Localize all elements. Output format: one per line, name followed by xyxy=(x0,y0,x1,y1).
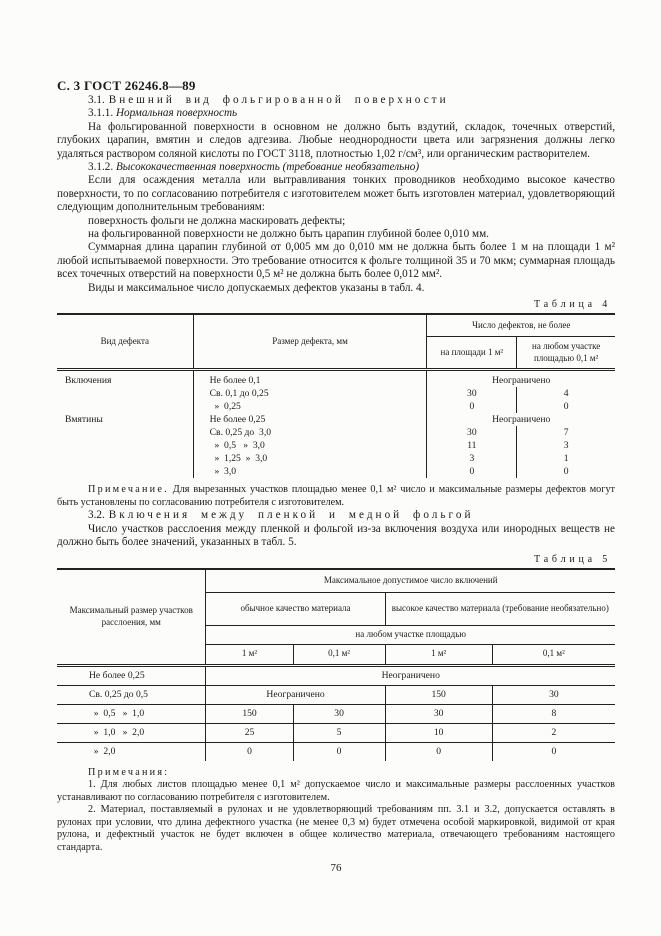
table-5-notes-label xyxy=(57,767,615,780)
section-number: 3.2. xyxy=(88,509,105,522)
table-cell: 30 xyxy=(293,704,385,723)
table-cell: 11 xyxy=(427,439,517,452)
table-header-cell: 1 м² xyxy=(206,644,293,665)
table-header-cell: Максимальное допустимое число включений xyxy=(206,569,615,593)
table-cell: 2 xyxy=(492,723,615,742)
paragraph: Виды и максимальное число допускаемых дефектов указаны в табл. 4. xyxy=(88,281,425,294)
table-cell: Включения xyxy=(65,375,112,387)
table-cell: Не более 0,25 xyxy=(193,413,427,426)
table-cell: Не более 0,1 xyxy=(193,370,427,388)
table-cell: » 0,5 » 1,0 xyxy=(57,704,206,723)
paragraph: Число участков расслоения между пленкой и фольгой из-за включения воздуха или инородных веществ не должно быть более значений, указанных в табл. 5. xyxy=(57,522,615,549)
table-cell: 0 xyxy=(427,465,517,478)
table-row xyxy=(57,413,615,426)
table-cell: » 1,0 » 2,0 xyxy=(57,723,206,742)
table-4-note xyxy=(57,484,615,509)
table-cell: Неограничено xyxy=(206,665,615,685)
table-header-cell: Число дефектов, не более xyxy=(427,314,615,337)
table-cell: Неограничено xyxy=(427,370,615,388)
section-number: 3.1.2. xyxy=(88,161,114,174)
section-number: 3.1. xyxy=(88,94,105,106)
table-row xyxy=(57,704,615,723)
section-title: Внешний вид фольгированной поверхности xyxy=(108,94,449,106)
table-cell: Св. 0,1 до 0,25 xyxy=(193,387,427,400)
table-cell: 0 xyxy=(517,400,615,413)
table-cell: 0 xyxy=(427,400,517,413)
table-header-cell: Размер дефекта, мм xyxy=(193,314,427,370)
table-4 xyxy=(57,313,615,478)
table-header-cell: 1 м² xyxy=(385,644,492,665)
table-cell: 3 xyxy=(517,439,615,452)
table-header-cell: на любом участке площадью 0,1 м² xyxy=(517,337,615,370)
table-row xyxy=(57,665,615,685)
paragraph: На фольгированной поверхности в основном не должно быть вздутий, складок, точечных отверстий, глубоких царапин, вмятин и следов адгезива. Любые неоднородности цвета или загрязнения должны легко удаляться раствором соляной кислоты по ГОСТ 3118, плотностью 1,02 г/см³, или органическим растворителем. xyxy=(57,120,615,160)
section-title-italic: Высококачественная поверхность (требование необязательно) xyxy=(115,161,420,174)
table-cell: 10 xyxy=(385,723,492,742)
table-row xyxy=(57,723,615,742)
table-cell: 4 xyxy=(517,387,615,400)
section-3-1-1-heading xyxy=(57,107,615,120)
table-cell: Св. 0,25 до 3,0 xyxy=(193,426,427,439)
section-title: Включения между пленкой и медной фольгой xyxy=(108,509,474,522)
table-cell: 0 xyxy=(206,742,293,761)
table-cell: 7 xyxy=(517,426,615,439)
table-cell: 30 xyxy=(385,704,492,723)
section-title-italic: Нормальная поверхность xyxy=(115,107,238,120)
table-header-cell: на площади 1 м² xyxy=(427,337,517,370)
table-cell: 3 xyxy=(427,452,517,465)
paragraph: Суммарная длина царапин глубиной от 0,005 мм до 0,010 мм не должна быть более 1 м на площади 1 м² любой испытываемой поверхности. Это требование относится к фольге толщиной 35 и 70 мкм; суммарная площадь всех точечных отверстий на поверхности 0,5 м² не должна быть более 0,012 мм². xyxy=(57,241,615,281)
table-5 xyxy=(57,568,615,761)
table-cell: 30 xyxy=(427,387,517,400)
table-cell: » 0,25 xyxy=(193,400,427,413)
paragraph: Если для осаждения металла или вытравливания тонких проводников необходимо высокое качество поверхности, то по согласованию потребителя с изготовителем может быть изготовлен материал, удовлетворяющий следующим дополнительным требованиям: xyxy=(57,174,615,214)
table-row xyxy=(57,742,615,761)
table-cell: » 3,0 xyxy=(193,465,427,478)
doc-header: С. 3 ГОСТ 26246.8—89 xyxy=(57,78,196,93)
table-header-cell: обычное качество материала xyxy=(206,592,385,625)
table-cell: 25 xyxy=(206,723,293,742)
table-cell: 8 xyxy=(492,704,615,723)
table-cell: 150 xyxy=(206,704,293,723)
table-row xyxy=(57,370,615,388)
table-header-cell: высокое качество материала (требование необязательно) xyxy=(385,592,615,625)
table-cell: » 1,25 » 3,0 xyxy=(193,452,427,465)
section-3-1-2-heading xyxy=(57,161,615,174)
table-header-cell: Вид дефекта xyxy=(100,335,150,346)
table-cell: » 2,0 xyxy=(57,742,206,761)
table-header-cell: на любом участке площадью xyxy=(206,625,615,644)
table-5-caption: Таблица 5 xyxy=(534,553,611,565)
table-cell: Вмятины xyxy=(65,414,103,426)
section-number: 3.1.1. xyxy=(88,107,114,120)
table-cell: Неограничено xyxy=(427,413,615,426)
note-label: Примечания: xyxy=(88,766,170,778)
table-header-cell: Максимальный размер участков расслоения, мм xyxy=(69,605,193,627)
table-4-caption: Таблица 4 xyxy=(534,299,611,311)
table-cell: 1 xyxy=(517,452,615,465)
table-cell: 5 xyxy=(293,723,385,742)
table-cell: Неограничено xyxy=(206,685,385,704)
table-5-note-2: 2. Материал, поставляемый в рулонах и не удовлетворяющий требованиям пп. 3.1 и 3.2, допускается оставлять в рулонах при условии, что длина дефектного участка (не менее 0,3 м) будет отмечена особой маркировкой, видимой от края рулона, и дефектный участок не будет включен в общее количество материала, отвечающего требованиям настоящего стандарта. xyxy=(57,804,615,854)
section-3-2-heading xyxy=(57,509,615,522)
table-header-cell: 0,1 м² xyxy=(492,644,615,665)
note-text: Для вырезанных участков площадью менее 0,1 м² число и максимальные размеры дефектов могут быть установлены по согласованию потребителя с изготовителем. xyxy=(57,484,615,508)
table-header-cell: 0,1 м² xyxy=(293,644,385,665)
table-cell: Не более 0,25 xyxy=(89,669,145,681)
table-cell: 30 xyxy=(427,426,517,439)
table-cell: 150 xyxy=(385,685,492,704)
page-number: 76 xyxy=(330,861,342,874)
paragraph: поверхность фольги не должна маскировать дефекты; xyxy=(88,214,346,227)
section-3-1-heading xyxy=(57,94,615,107)
note-label: Примечание. xyxy=(88,484,169,496)
table-cell: » 0,5 » 3,0 xyxy=(193,439,427,452)
table-cell: Св. 0,25 до 0,5 xyxy=(57,685,206,704)
table-cell: 0 xyxy=(517,465,615,478)
table-cell: 0 xyxy=(492,742,615,761)
table-cell: 0 xyxy=(385,742,492,761)
table-row xyxy=(57,685,615,704)
paragraph: на фольгированной поверхности не должно быть царапин глубиной более 0,010 мм. xyxy=(88,228,489,241)
table-cell: 0 xyxy=(293,742,385,761)
table-cell: 30 xyxy=(492,685,615,704)
table-5-note-1: 1. Для любых листов площадью менее 0,1 м² допускаемое число и максимальные размеры расслоенных участков устанавливают по согласованию потребителя с изготовителем. xyxy=(57,779,615,803)
